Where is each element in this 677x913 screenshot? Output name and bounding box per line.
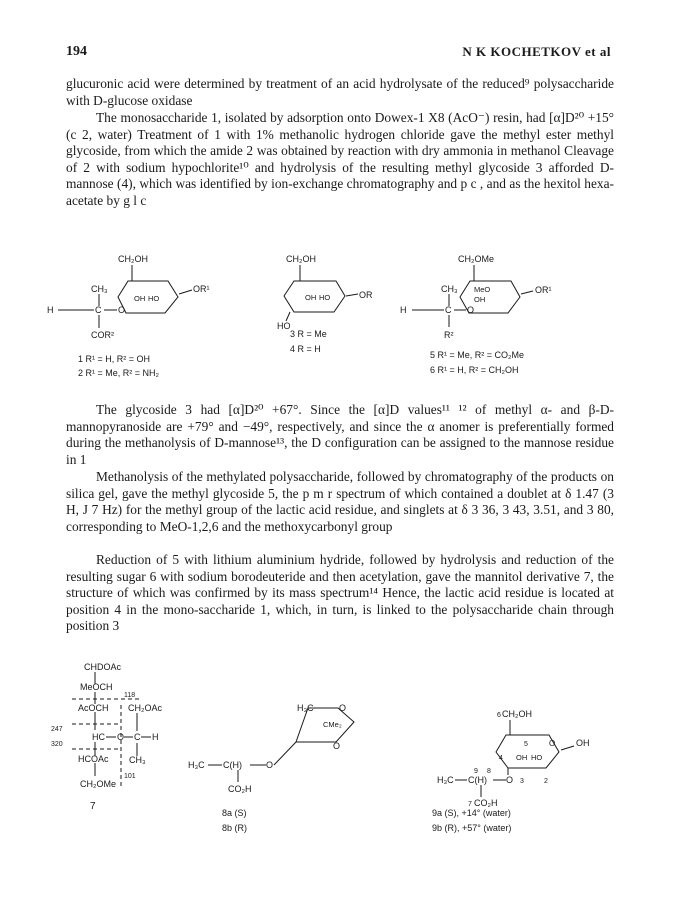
c7-fragment-101: 101 [124, 773, 136, 780]
c9-ring-o: O [549, 739, 556, 748]
s1-ether-o-label: O [118, 305, 126, 315]
c9-num-3: 3 [520, 778, 524, 785]
c7-fragment-247: 247 [51, 726, 63, 733]
c7-c-label: C [134, 732, 141, 742]
s2-ring-ho-label: HO [319, 293, 331, 302]
s1-carbon-label: C [95, 305, 102, 315]
s1-ring-ho-label: HO [148, 294, 160, 303]
s2-anomeric-label: OR [359, 290, 373, 300]
c9-num-4: 4 [499, 755, 503, 762]
c9-ch2oh-label: CH₂OH [502, 709, 532, 719]
c7-row-hc: HC [92, 732, 105, 742]
compound-8a-label: 8a (S) [222, 808, 247, 818]
c7-row-meoch: MeOCH [80, 682, 113, 692]
s3-def-2: 6 R¹ = H, R² = CH₂OH [430, 365, 519, 375]
s1-ring-oh-label: OH [134, 294, 146, 303]
s2-ch2oh-label: CH₂OH [286, 254, 316, 264]
c8-ch3-left: H₃C [188, 760, 205, 770]
s3-ether-o-label: O [467, 305, 475, 315]
s3-ring-meo-label: MeO [474, 285, 491, 294]
s2-def-1: 3 R = Me [290, 329, 327, 339]
c9-ch-label: C(H) [468, 775, 487, 785]
compound-9a-label: 9a (S), +14° (water) [432, 808, 511, 818]
paragraph-2: The monosaccharide 1, isolated by adsorption onto Dowex-1 X8 (AcO⁻) resin, had [α]D²⁰ +15° (c 2, water) Treatment of 1 with 1% methanolic hydrogen chloride gave the methyl ester methyl glycoside, from which the amide 2 was obtained by reaction with dry ammonia in methanol Cleavage of 2 with sodium hypochlorite¹⁰ and hydrolysis of the resulting methyl glycoside 3 afforded D-mannose (4), which was identified by ion-exchange chromatography and p c , and as the hexitol hexa-acetate by g l c [66, 110, 614, 208]
c8-ch3-top: H₃C [297, 703, 314, 713]
c9-num-8: 8 [487, 768, 491, 775]
c9-ring-ho: HO [531, 753, 543, 762]
c8-ring-o-top: O [339, 703, 347, 713]
compound-7-label: 7 [90, 801, 96, 812]
c8-ether-o: O [266, 760, 274, 770]
compound-9b-label: 9b (R), +57° (water) [432, 823, 512, 833]
s2-bottom-ho-label: HO [277, 321, 291, 331]
c9-ch3-left: H₃C [437, 775, 454, 785]
c7-row-chdoac: CHDOAc [84, 662, 122, 672]
s1-methyl-label: CH₃ [91, 284, 108, 294]
paragraph-3: The glycoside 3 had [α]D²⁰ +67°. Since the [α]D values¹¹ ¹² of methyl α- and β-D-mannopyranoside are +79° and −49°, respectively, and since the α anomer is preferentially formed during the methanolysis of D-mannose¹³, the D configuration can be assigned to the mannose residue in 1 [66, 402, 614, 467]
c9-num-7: 7 [468, 801, 472, 808]
s3-def-1: 5 R¹ = Me, R² = CO₂Me [430, 350, 525, 360]
s3-methyl-label: CH₃ [441, 284, 458, 294]
compound-8b-label: 8b (R) [222, 823, 248, 833]
c7-fragment-320: 320 [51, 741, 63, 748]
s1-anomeric-label: OR¹ [193, 284, 210, 294]
c9-num-2: 2 [544, 778, 548, 785]
c7-row-hcoac: HCOAc [78, 754, 109, 764]
c7-h-label: H [152, 732, 159, 742]
c8-ch-label: C(H) [223, 760, 242, 770]
s3-ch2ome-label: CH₂OMe [458, 254, 494, 264]
s1-hydrogen-label: H [47, 305, 54, 315]
s1-def-1: 1 R¹ = H, R² = OH [78, 354, 151, 364]
c9-num-5: 5 [524, 741, 528, 748]
c7-row-acoch: AcOCH [78, 703, 109, 713]
s3-anomeric-label: OR¹ [535, 285, 552, 295]
s1-carbonyl-label: COR² [91, 330, 114, 340]
s1-def-2: 2 R¹ = Me, R² = NH₂ [78, 368, 160, 378]
s1-ch2oh-label: CH₂OH [118, 254, 148, 264]
c9-num-9: 9 [474, 768, 478, 775]
running-head-authors: N K KOCHETKOV et al [462, 44, 611, 59]
paragraph-5: Reduction of 5 with lithium aluminium hydride, followed by hydrolysis and reduction of the resulting sugar 6 with sodium borodeuteride and then acetylation, gave the mannitol derivative 7, the structure of which was confirmed by its mass spectrum¹⁴ Hence, the lactic acid residue is located at position 4 in the mono-saccharide 1, which, in turn, is linked to the polysaccharide chain through position 3 [66, 552, 614, 634]
paragraph-4: Methanolysis of the methylated polysaccharide, followed by chromatography of the products on silica gel, gave the methyl glycoside 5, the p m r spectrum of which contained a doublet at δ 1.47 (3 H, J 7 Hz) for the methyl group of the lactic acid residue, and singlets at δ 3 36, 3 43, 3.51, and 3 80, corresponding to MeO-1,2,6 and the methoxycarbonyl group [66, 469, 614, 534]
page-number: 194 [66, 44, 87, 59]
c7-row-ch2ome: CH₂OMe [80, 779, 116, 789]
c7-o-label: O [117, 732, 125, 742]
c8-cme2-label: CMe₂ [323, 720, 342, 729]
paragraph-1: glucuronic acid were determined by treatment of an acid hydrolysate of the reduced⁹ polysaccharide with D-glucose oxidase [66, 76, 614, 108]
s3-ring-oh-label: OH [474, 295, 486, 304]
c7-fragment-118: 118 [124, 692, 136, 699]
c9-acid-label: CO₂H [474, 798, 498, 808]
c8-ring-o-bottom: O [333, 741, 341, 751]
c9-ring-oh: OH [516, 753, 528, 762]
s3-carbon-label: C [445, 305, 452, 315]
s3-hydrogen-label: H [400, 305, 407, 315]
c9-anomeric-oh: OH [576, 738, 590, 748]
c8-acid-label: CO₂H [228, 784, 252, 794]
s2-def-2: 4 R = H [290, 344, 321, 354]
s3-r2-label: R² [444, 330, 454, 340]
s2-ring-oh-label: OH [305, 293, 317, 302]
c7-side-ch2oac: CH₂OAc [128, 703, 162, 713]
c9-num-6: 6 [497, 712, 501, 719]
c7-side-ch3: CH₃ [129, 755, 146, 765]
c9-ether-o: O [506, 775, 514, 785]
